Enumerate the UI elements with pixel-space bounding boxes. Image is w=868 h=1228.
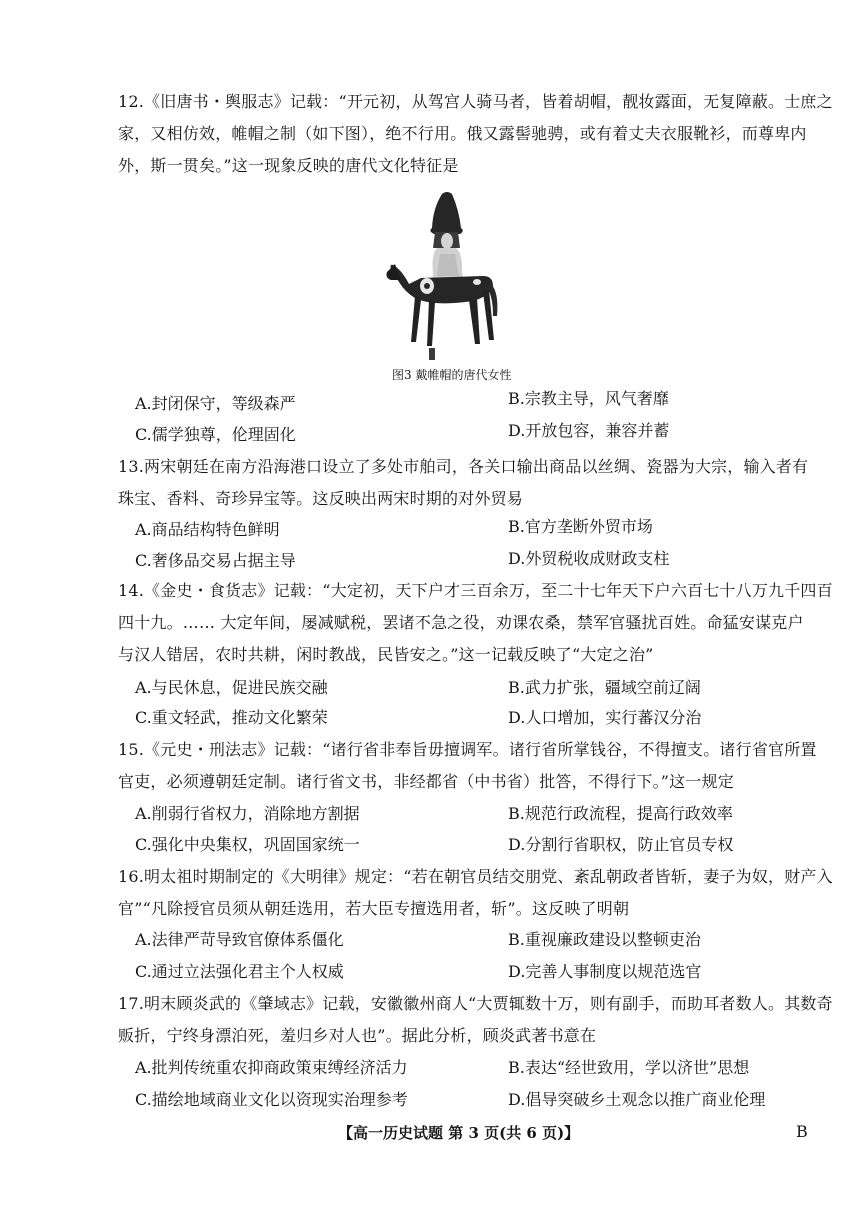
- question-15-option-d: D.分割行省职权，防止官员专权: [508, 835, 734, 854]
- question-13-option-d: D.外贸税收成财政支柱: [508, 549, 670, 568]
- question-17-stem-line-2: 贩折，宁终身漂泊死，羞归乡对人也”。据此分析，顾炎武著书意在: [118, 1026, 597, 1045]
- question-14-option-d: D.人口增加，实行蕃汉分治: [508, 708, 702, 727]
- question-12-stem-line-1: 12.《旧唐书・舆服志》记载：“开元初，从驾宫人骑马者，皆着胡帽，靓妆露面，无复障蔽。士庶之: [118, 92, 833, 111]
- question-13-stem-line-2: 珠宝、香料、奇珍异宝等。这反映出两宋时期的对外贸易: [118, 489, 524, 508]
- figure-caption: 图3 戴帷帽的唐代女性: [392, 368, 512, 382]
- question-15-option-a: A.削弱行省权力，消除地方割据: [135, 804, 360, 823]
- question-14-stem-line-3: 与汉人错居，农时共耕，闲时教战，民皆安之。”这一记载反映了“大定之治”: [118, 645, 654, 664]
- question-17-option-a: A.批判传统重农抑商政策束缚经济活力: [135, 1058, 408, 1077]
- question-17-option-c: C.描绘地域商业文化以资现实治理参考: [135, 1090, 408, 1109]
- question-16-option-c: C.通过立法强化君主个人权威: [135, 962, 344, 981]
- question-15-option-c: C.强化中央集权，巩固国家统一: [135, 835, 360, 854]
- question-16-option-b: B.重视廉政建设以整顿吏治: [508, 930, 701, 949]
- question-15-stem-line-1: 15.《元史・刑法志》记载：“诸行省非奉旨毋擅调军。诸行省所掌钱谷，不得擅支。诸行省官所置: [118, 740, 817, 759]
- question-14-option-a: A.与民休息，促进民族交融: [135, 678, 328, 697]
- question-16-stem-line-2: 官”“凡除授官员须从朝廷选用，若大臣专擅选用者，斩”。这反映了明朝: [118, 899, 630, 918]
- question-13-option-b: B.官方垄断外贸市场: [508, 517, 653, 536]
- tang-woman-horse-figure: [385, 188, 503, 366]
- question-15-stem-line-2: 官吏，必须遵朝廷定制。诸行省文书，非经都省（中书省）批答，不得行下。”这一规定: [118, 772, 734, 791]
- question-16-option-d: D.完善人事制度以规范选官: [508, 962, 702, 981]
- question-12-option-b: B.宗教主导，风气奢靡: [508, 389, 669, 408]
- question-12-option-a: A.封闭保守，等级森严: [135, 394, 296, 413]
- question-14-stem-line-2: 四十九。…… 大定年间，屡减赋税，罢诸不急之役，劝课农桑，禁军官骚扰百姓。命猛安谋克户: [118, 613, 804, 632]
- question-17-option-b: B.表达“经世致用，学以济世”思想: [508, 1058, 750, 1077]
- question-16-option-a: A.法律严苛导致官僚体系僵化: [135, 930, 344, 949]
- question-13-option-c: C.奢侈品交易占据主导: [135, 551, 296, 570]
- question-17-stem-line-1: 17.明末顾炎武的《肇域志》记载，安徽徽州商人“大贾辄数十万，则有副手，而助耳者数人。其数奇: [118, 994, 833, 1013]
- question-14-option-b: B.武力扩张，疆域空前辽阔: [508, 678, 701, 697]
- question-12-option-c: C.儒学独尊，伦理固化: [135, 425, 296, 444]
- page-footer: 【高一历史试题 第 3 页(共 6 页)】: [338, 1124, 580, 1142]
- paper-version-label: B: [796, 1122, 808, 1141]
- question-13-option-a: A.商品结构特色鲜明: [135, 520, 280, 539]
- question-17-option-d: D.倡导突破乡土观念以推广商业伦理: [508, 1090, 766, 1109]
- question-14-stem-line-1: 14.《金史・食货志》记载：“大定初，天下户才三百余万，至二十七年天下户六百七十八万九千四百: [118, 581, 833, 600]
- question-14-option-c: C.重文轻武，推动文化繁荣: [135, 708, 328, 727]
- question-16-stem-line-1: 16.明太祖时期制定的《大明律》规定：“若在朝官员结交朋党、紊乱朝政者皆斩，妻子为奴，财产入: [118, 867, 833, 886]
- question-13-stem-line-1: 13.两宋朝廷在南方沿海港口设立了多处市舶司，各关口输出商品以丝绸、瓷器为大宗，输入者有: [118, 457, 809, 476]
- veiled-hat: [430, 192, 462, 234]
- question-15-option-b: B.规范行政流程，提高行政效率: [508, 804, 733, 823]
- question-12-stem-line-2: 家，又相仿效，帷帽之制（如下图），绝不行用。俄又露髻驰骋，或有着丈夫衣服靴衫，而尊卑内: [118, 124, 807, 143]
- question-12-stem-line-3: 外，斯一贯矣。”这一现象反映的唐代文化特征是: [118, 156, 459, 175]
- question-12-option-d: D.开放包容，兼容并蓄: [508, 421, 670, 440]
